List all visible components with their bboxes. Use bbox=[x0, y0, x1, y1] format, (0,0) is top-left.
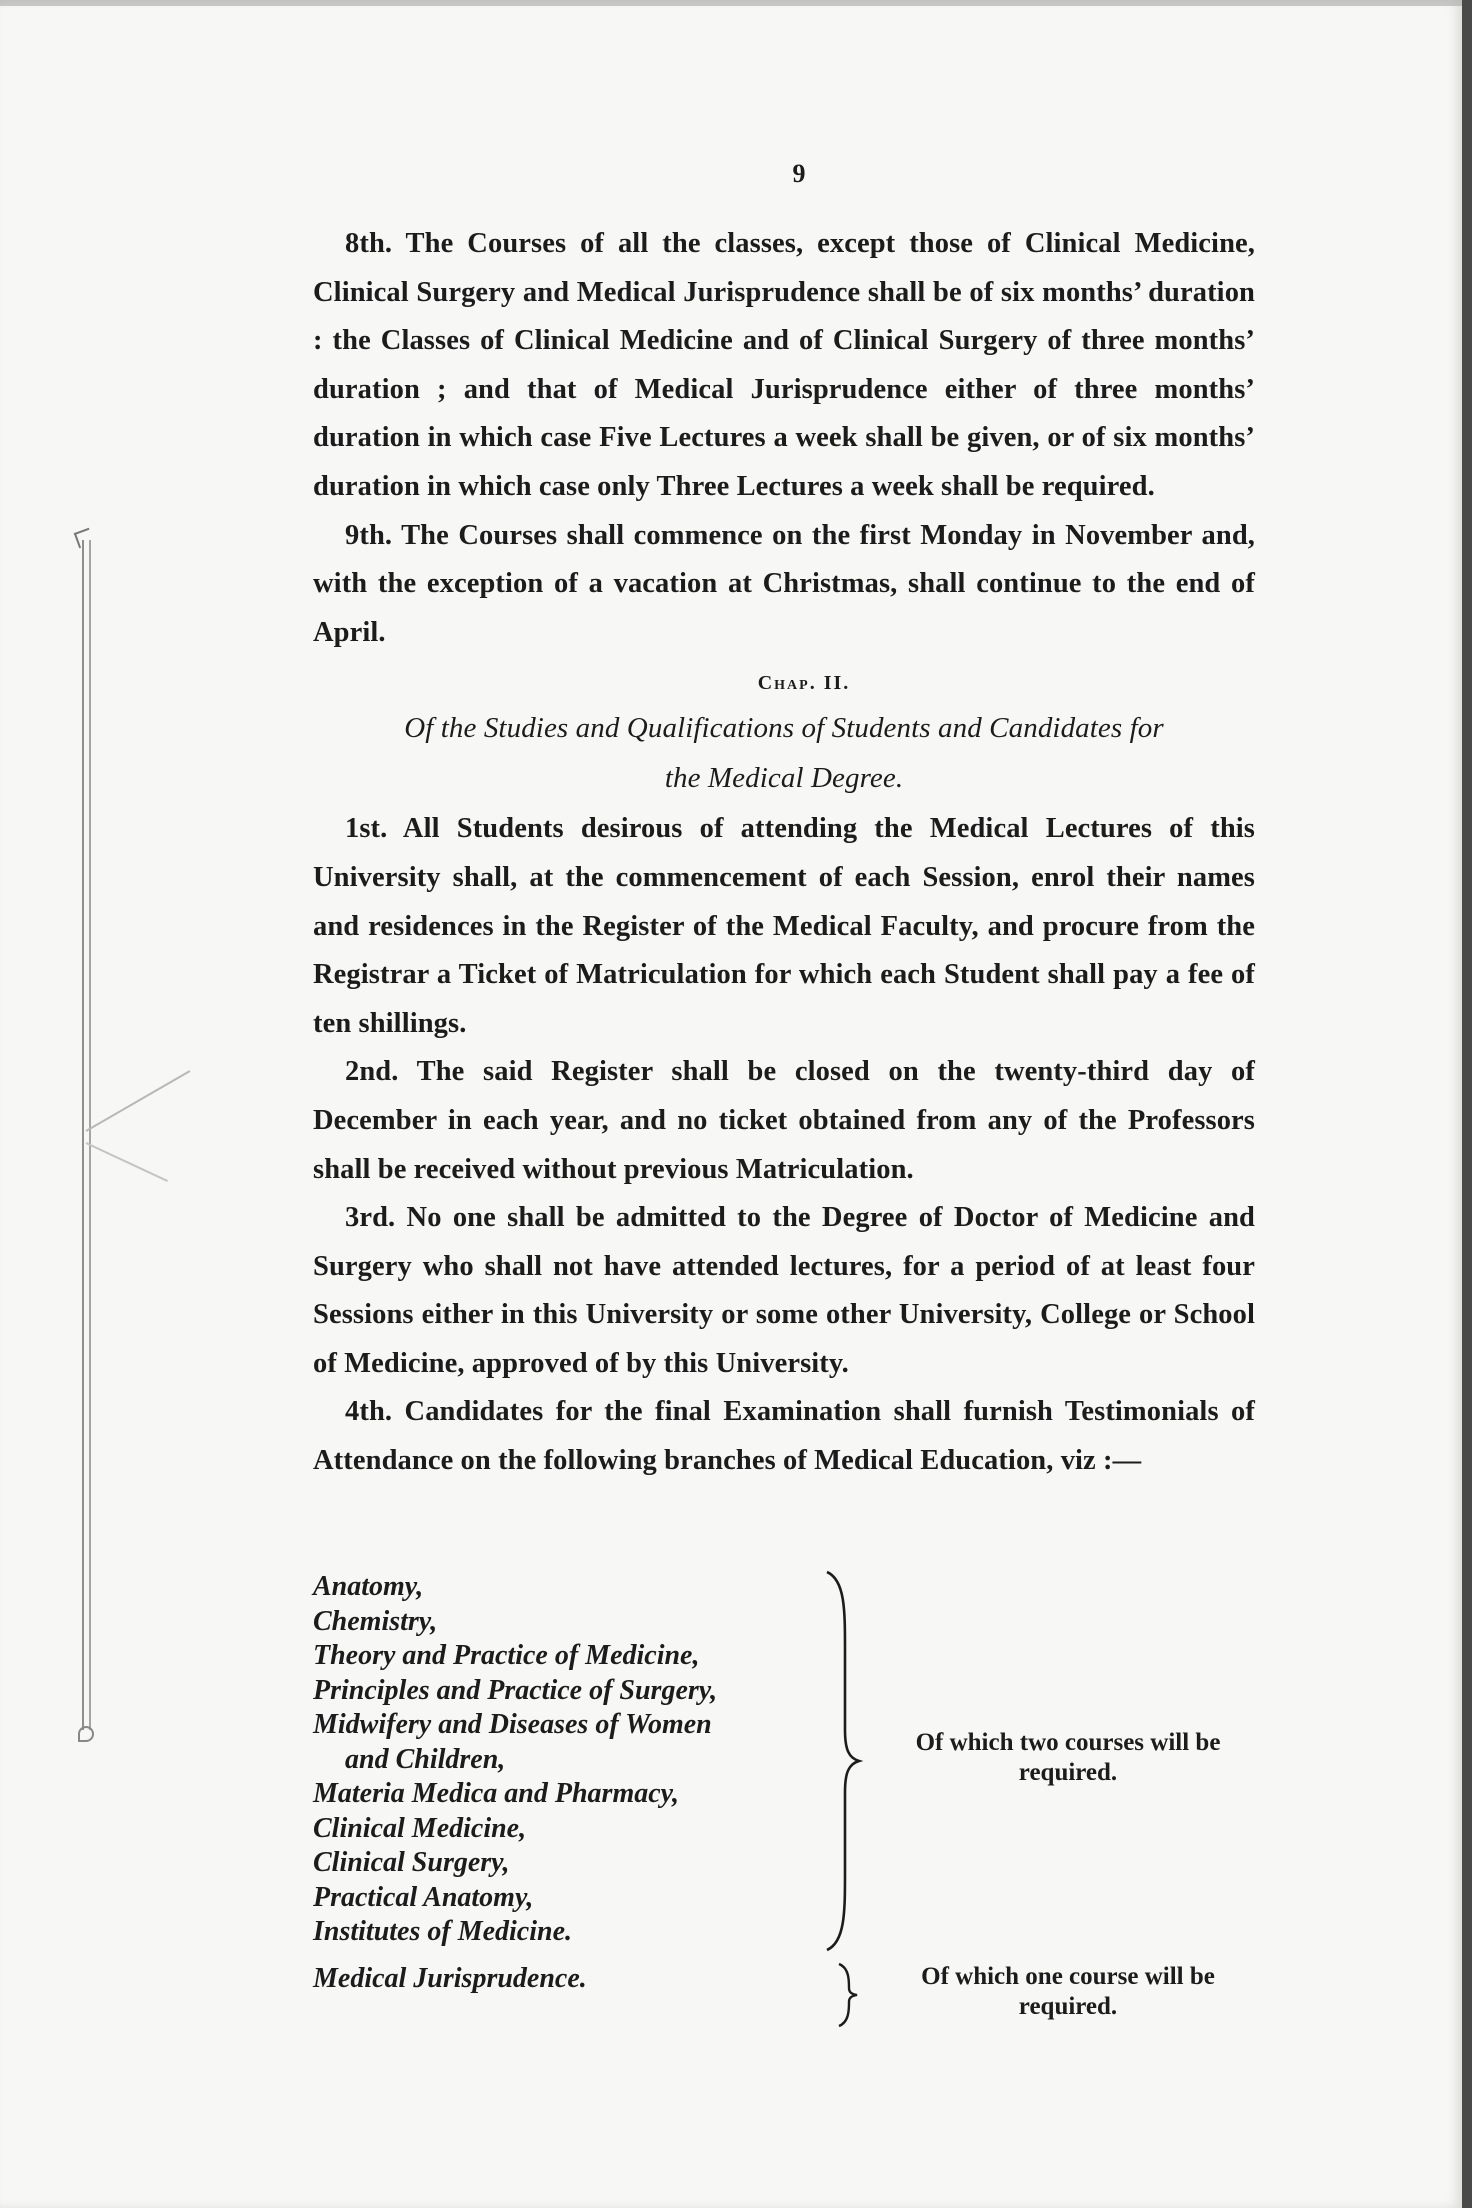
course-item-continuation: and Children, bbox=[345, 1743, 506, 1775]
binding-thread bbox=[80, 540, 96, 1730]
paragraph-2nd: 2nd. The said Register shall be closed on the twenty-third day of December in each year, and no ticket obtained from any of the Professors shall be received without previous Matriculation. bbox=[313, 1056, 1255, 1185]
course-item: Institutes of Medicine. bbox=[313, 1916, 573, 1947]
curly-brace-icon bbox=[823, 1570, 863, 1952]
document-body bbox=[313, 150, 1255, 1486]
note-two-courses: Of which two courses will be required. bbox=[915, 1729, 1221, 1786]
paragraph-3rd: 3rd. No one shall be admitted to the Degree of Doctor of Medicine and Surgery who shall not have attended lectures, for a period of at least four Sessions either in this University or some other University, College or School of Medicine, approved of by this University. bbox=[313, 1202, 1255, 1379]
small-brace-icon bbox=[835, 1962, 859, 2028]
course-item: Materia Medica and Pharmacy, bbox=[313, 1778, 680, 1809]
course-item: Chemistry, bbox=[313, 1605, 438, 1637]
course-item: Theory and Practice of Medicine, bbox=[313, 1640, 700, 1671]
course-item: Principles and Practice of Surgery, bbox=[313, 1674, 718, 1706]
course-list bbox=[313, 1570, 717, 1996]
chapter-title-line-1: Of the Studies and Qualifications of Students and Candidates for bbox=[404, 712, 1164, 745]
course-item: Midwifery and Diseases of Women bbox=[313, 1709, 712, 1740]
paragraph-9th: 9th. The Courses shall commence on the first Monday in November and, with the exception of a vacation at Christmas, shall continue to the end of April. bbox=[313, 519, 1255, 648]
chapter-title bbox=[313, 703, 1255, 803]
note-one-course: Of which one course will be required. bbox=[921, 1963, 1215, 2020]
course-item: Clinical Surgery, bbox=[313, 1847, 510, 1878]
paragraph-1st: 1st. All Students desirous of attending the Medical Lectures of this University shall, at the commencement of each Session, enrol their names and residences in the Register of the Medical Faculty, and procure from the Registrar a Ticket of Matriculation for which each Student shall pay a fee of ten shillings. bbox=[313, 813, 1255, 1039]
page-edge-shadow bbox=[1462, 0, 1472, 2208]
course-item: Practical Anatomy, bbox=[313, 1881, 534, 1913]
course-item: Medical Jurisprudence. bbox=[313, 1962, 587, 1994]
chapter-title-line-2: the Medical Degree. bbox=[664, 762, 904, 795]
paragraph-4th: 4th. Candidates for the final Examination shall furnish Testimonials of Attendance on the following branches of Medical Education, viz :— bbox=[313, 1396, 1255, 1477]
paragraph-8th: 8th. The Courses of all the classes, except those of Clinical Medicine, Clinical Surgery and Medical Jurisprudence shall be of six months’ duration : the Classes of Clinical Medicine and of Clinical Surgery of three months’ duration ; and that of Medical Jurisprudence either of three months’ duration in which case Five Lectures a week shall be given, or of six months’ duration in which case only Three Lectures a week shall be required. bbox=[313, 228, 1255, 502]
course-item: Clinical Medicine, bbox=[313, 1812, 527, 1844]
page-top-edge bbox=[0, 0, 1462, 6]
page-number: 9 bbox=[792, 159, 806, 188]
chapter-heading: Chap. II. bbox=[757, 672, 851, 695]
course-list-block bbox=[313, 1570, 1255, 2040]
course-item: Anatomy, bbox=[313, 1571, 424, 1602]
